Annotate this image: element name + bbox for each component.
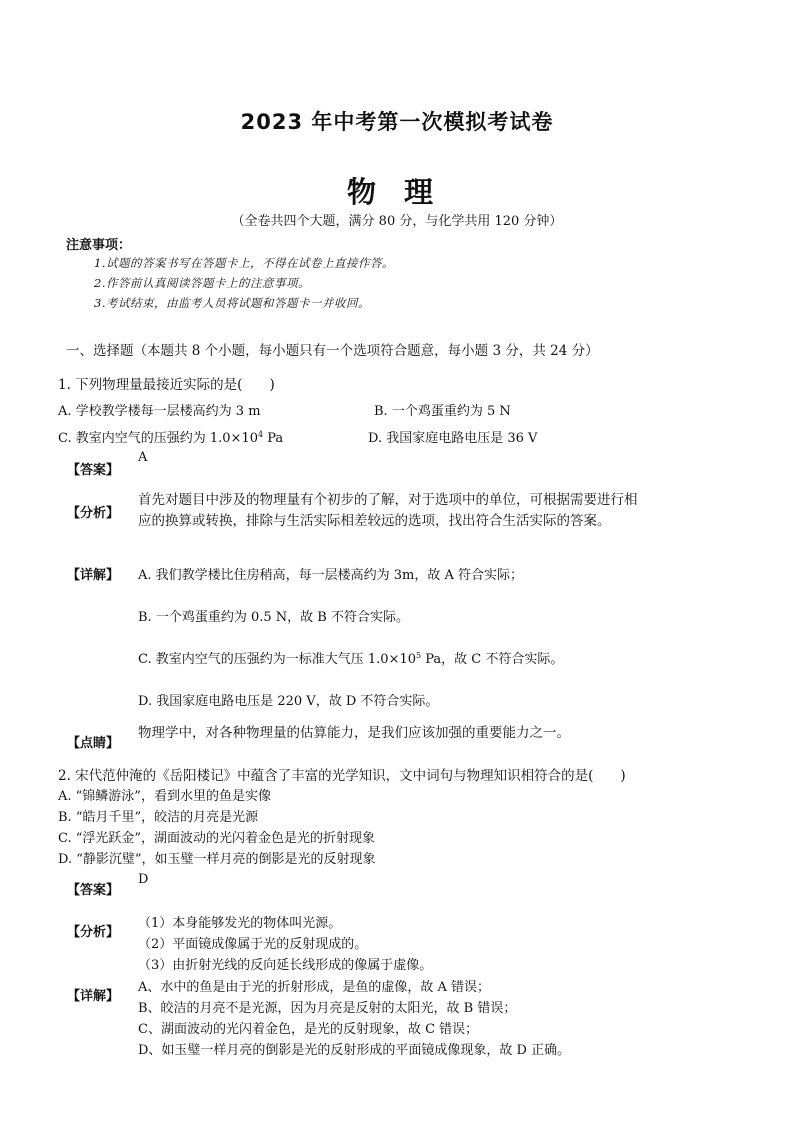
exam-subtitle: （全卷共四个大题，满分 80 分，与化学共用 120 分钟）: [231, 214, 563, 229]
q1-detail-c: C. 教室内空气的压强约为一标准大气压 $1.0\times 10^5$ Pa，故 C 不符合实际。: [138, 651, 564, 667]
q1-answer-value: A: [138, 450, 148, 465]
q2-option-a: A. “锦鳞游泳”，看到水里的鱼是实像: [58, 789, 271, 804]
q2-stem: 2. 宋代范仲淹的《岳阳楼记》中蕴含了丰富的光学知识，文中词句与物理知识相符合的是( ): [58, 768, 626, 784]
q1-detail-label: 【详解】: [67, 568, 120, 583]
q2-detail-line: B、皎洁的月亮不是光源，因为月亮是反射的太阳光，故 B 错误；: [138, 1001, 517, 1016]
q1-analysis-label: 【分析】: [67, 506, 120, 521]
q2-detail-line: A、水中的鱼是由于光的折射形成，是鱼的虚像，故 A 错误；: [138, 980, 491, 995]
q1-detail-a: A. 我们教学楼比住房稍高，每一层楼高约为 3m，故 A 符合实际；: [138, 568, 524, 583]
q1-stem: 1. 下列物理量最接近实际的是( ): [58, 377, 275, 393]
notice-item: 2.作答前认真阅读答题卡上的注意事项。: [94, 276, 310, 290]
q2-option-c: C. “浮光跃金”，湖面波动的光闪着金色是光的折射现象: [58, 831, 376, 846]
q1-detail-d: D. 我国家庭电路电压是 220 V，故 D 不符合实际。: [138, 694, 439, 709]
q2-analysis-label: 【分析】: [67, 925, 120, 940]
q1-detail-b: B. 一个鸡蛋重约为 0.5 N，故 B 不符合实际。: [138, 610, 409, 625]
q2-analysis-line: （3）由折射光线的反向延长线形成的像属于虚像。: [138, 958, 433, 973]
q1-option-b: B. 一个鸡蛋重约为 5 N: [374, 404, 511, 419]
notice-item: 3.考试结束，由监考人员将试题和答题卡一并收回。: [94, 296, 370, 310]
q2-option-b: B. “皓月千里”，皎洁的月亮是光源: [58, 810, 259, 825]
subject-title: 物理: [346, 175, 461, 209]
q2-analysis-line: （1）本身能够发光的物体叫光源。: [138, 916, 342, 931]
q2-option-d: D. “静影沉璧”，如玉璧一样月亮的倒影是光的反射现象: [58, 852, 376, 867]
q2-detail-label: 【详解】: [67, 989, 120, 1004]
section-heading: 一、选择题（本题共 8 个小题，每小题只有一个选项符合题意，每小题 3 分，共 24 分）: [66, 343, 599, 359]
q2-detail-line: D、如玉璧一样月亮的倒影是光的反射形成的平面镜成像现象，故 D 正确。: [138, 1043, 571, 1058]
q1-answer-label: 【答案】: [67, 463, 120, 478]
q1-option-a: A. 学校教学楼每一层楼高约为 3 m: [58, 404, 261, 419]
notice-heading: 注意事项：: [66, 238, 132, 253]
exam-title: 2023 年中考第一次模拟考试卷: [240, 110, 554, 134]
q1-option-c: C. 教室内空气的压强约为 $1.0\times 10^4$ Pa: [58, 430, 284, 446]
q1-comment-label: 【点睛】: [67, 736, 120, 751]
q1-comment-text: 物理学中，对各种物理量的估算能力，是我们应该加强的重要能力之一。: [138, 725, 570, 741]
q2-detail-line: C、湖面波动的光闪着金色，是光的反射现象，故 C 错误；: [138, 1022, 479, 1037]
notice-item: 1.试题的答案书写在答题卡上，不得在试卷上直接作答。: [94, 256, 394, 270]
q2-analysis-line: （2）平面镜成像属于光的反射现成的。: [138, 937, 368, 952]
q2-answer-value: D: [138, 872, 149, 887]
q1-option-d: D. 我国家庭电路电压是 36 V: [368, 431, 538, 446]
q1-analysis-text: 首先对题目中涉及的物理量有个初步的了解，对于选项中的单位，可根据需要进行相应的换算或转换，排除与生活实际相差较远的选项，找出符合生活实际的答案。: [138, 492, 638, 529]
q2-answer-label: 【答案】: [67, 883, 120, 898]
